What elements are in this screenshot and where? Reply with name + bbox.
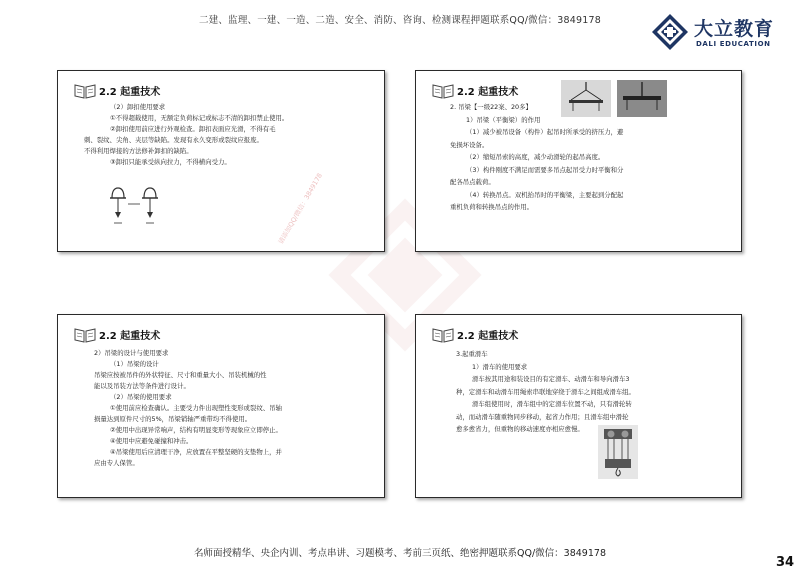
slide-title: 2.2 起重技术 — [99, 87, 161, 98]
body-line: 免损坏设备。 — [450, 140, 489, 149]
logo-name: 大立教育 — [694, 18, 775, 40]
slide-lifting-beam-design — [57, 314, 385, 498]
slide-body — [450, 101, 623, 214]
body-line: （1）减少被吊设备（构件）起吊时所承受的挤压力，避 — [466, 128, 624, 136]
slide-body — [84, 102, 288, 168]
body-line: ④使用中应避免碰撞和冲击。 — [110, 437, 193, 445]
body-line: 3.起重滑车 — [456, 350, 488, 358]
logo-emblem-icon — [650, 12, 690, 52]
body-line: ②使用中出现异常响声，结构有明显变形等现象应立即停止。 — [110, 426, 282, 434]
slide-title: 2.2 起重技术 — [99, 331, 161, 342]
body-line: 不得利用焊接的方法修补卸扣的缺陷。 — [84, 147, 193, 155]
body-line: ②卸扣使用前应进行外观检查。卸扣表面应光滑，不得有毛 — [110, 125, 276, 133]
shackle-diagram-icon — [106, 184, 166, 226]
slide-title: 2.2 起重技术 — [457, 331, 519, 342]
slide-pulley-requirements — [415, 314, 742, 498]
open-book-icon — [74, 82, 96, 100]
body-line: 2）吊梁的设计与使用要求 — [94, 349, 169, 357]
open-book-icon — [74, 326, 96, 344]
body-line: 愈多愈省力，但重物的移动速度亦相应愈慢。 — [456, 425, 584, 433]
contact-watermark: 请添加QQ/微信：3849178 — [276, 171, 324, 246]
body-line: 重机负荷和转换吊点的作用。 — [450, 203, 534, 211]
pulley-block-photo-icon — [598, 425, 638, 479]
body-line: （2）卸扣使用要求 — [110, 103, 166, 111]
body-line: 能以及吊装方法等条件进行设计。 — [94, 382, 190, 390]
body-line: （1）吊梁的设计 — [110, 360, 159, 368]
page-number: 34 — [776, 555, 795, 570]
body-line: 动，而动滑车随重物同步移动，起省力作用；且滑车组中滑轮 — [456, 412, 629, 421]
body-line: 应由专人保管。 — [94, 459, 139, 467]
body-line: ①使用前应检查确认。主要受力件出现塑性变形或裂纹、吊轴 — [110, 404, 282, 412]
slide-body — [94, 348, 282, 469]
body-line: （4）转换吊点。双机抬吊时的平衡梁，主要起到分配起 — [466, 190, 624, 199]
body-line: 损量达到原件尺寸的5%，吊梁销轴严重带均不得使用。 — [94, 415, 252, 423]
open-book-icon — [432, 326, 454, 344]
body-line: ①不得超载使用，无额定负荷标记或标志不清的卸扣禁止使用。 — [110, 114, 289, 122]
body-line: 滑车按其用途和装设目的有定滑车、动滑车和导向滑车3 — [472, 375, 630, 383]
body-line: 1）滑车的使用要求 — [472, 362, 528, 371]
logo-subtitle: DALI EDUCATION — [696, 40, 771, 48]
body-line: 配各吊点载荷。 — [450, 178, 495, 186]
footer-banner: 名师面授精华、央企内训、考点串讲、习题模考、考前三页纸、绝密押题联系QQ/微信：3849178 — [194, 548, 606, 559]
body-line: 滑车组使用时，滑车组中的定滑车位置不动，只有滑轮转 — [472, 400, 632, 408]
body-line: 吊梁应按被吊件的外状特征、尺寸和重量大小、吊装机械的性 — [94, 371, 267, 379]
body-line: ④吊梁使用后应清理干净，应放置在平整坚硬的支垫物上，并 — [110, 448, 282, 456]
slide-lifting-beam-functions — [415, 70, 742, 252]
slide-title: 2.2 起重技术 — [457, 87, 519, 98]
body-line: 刺、裂纹、尖角、夹层等缺陷。发现有永久变形或裂纹应报废。 — [84, 136, 263, 144]
body-line: 1）吊梁（平衡梁）的作用 — [466, 115, 541, 124]
body-line: （2）缩短吊索的高度，减少动滑轮的起吊高度。 — [466, 153, 605, 161]
body-line: （2）吊梁的使用要求 — [110, 393, 172, 401]
open-book-icon — [432, 82, 454, 100]
brand-logo — [650, 12, 790, 56]
body-line: （3）构件刚度不满足而需要多吊点起吊受力时平衡和分 — [466, 165, 624, 174]
body-line: 2. 吊梁【一级22案、20多】 — [450, 103, 532, 111]
slide-body — [456, 348, 635, 436]
header-banner: 二建、监理、一建、一造、二造、安全、消防、咨询、检测课程押题联系QQ/微信：3849178 — [199, 15, 601, 26]
slide-shackle-requirements — [57, 70, 385, 252]
body-line: 种，定滑车和动滑车用绳索串联地穿绕于滑车之间组成滑车组。 — [456, 387, 635, 396]
body-line: ③卸扣只能承受纵向拉力，不得横向受力。 — [110, 158, 231, 166]
